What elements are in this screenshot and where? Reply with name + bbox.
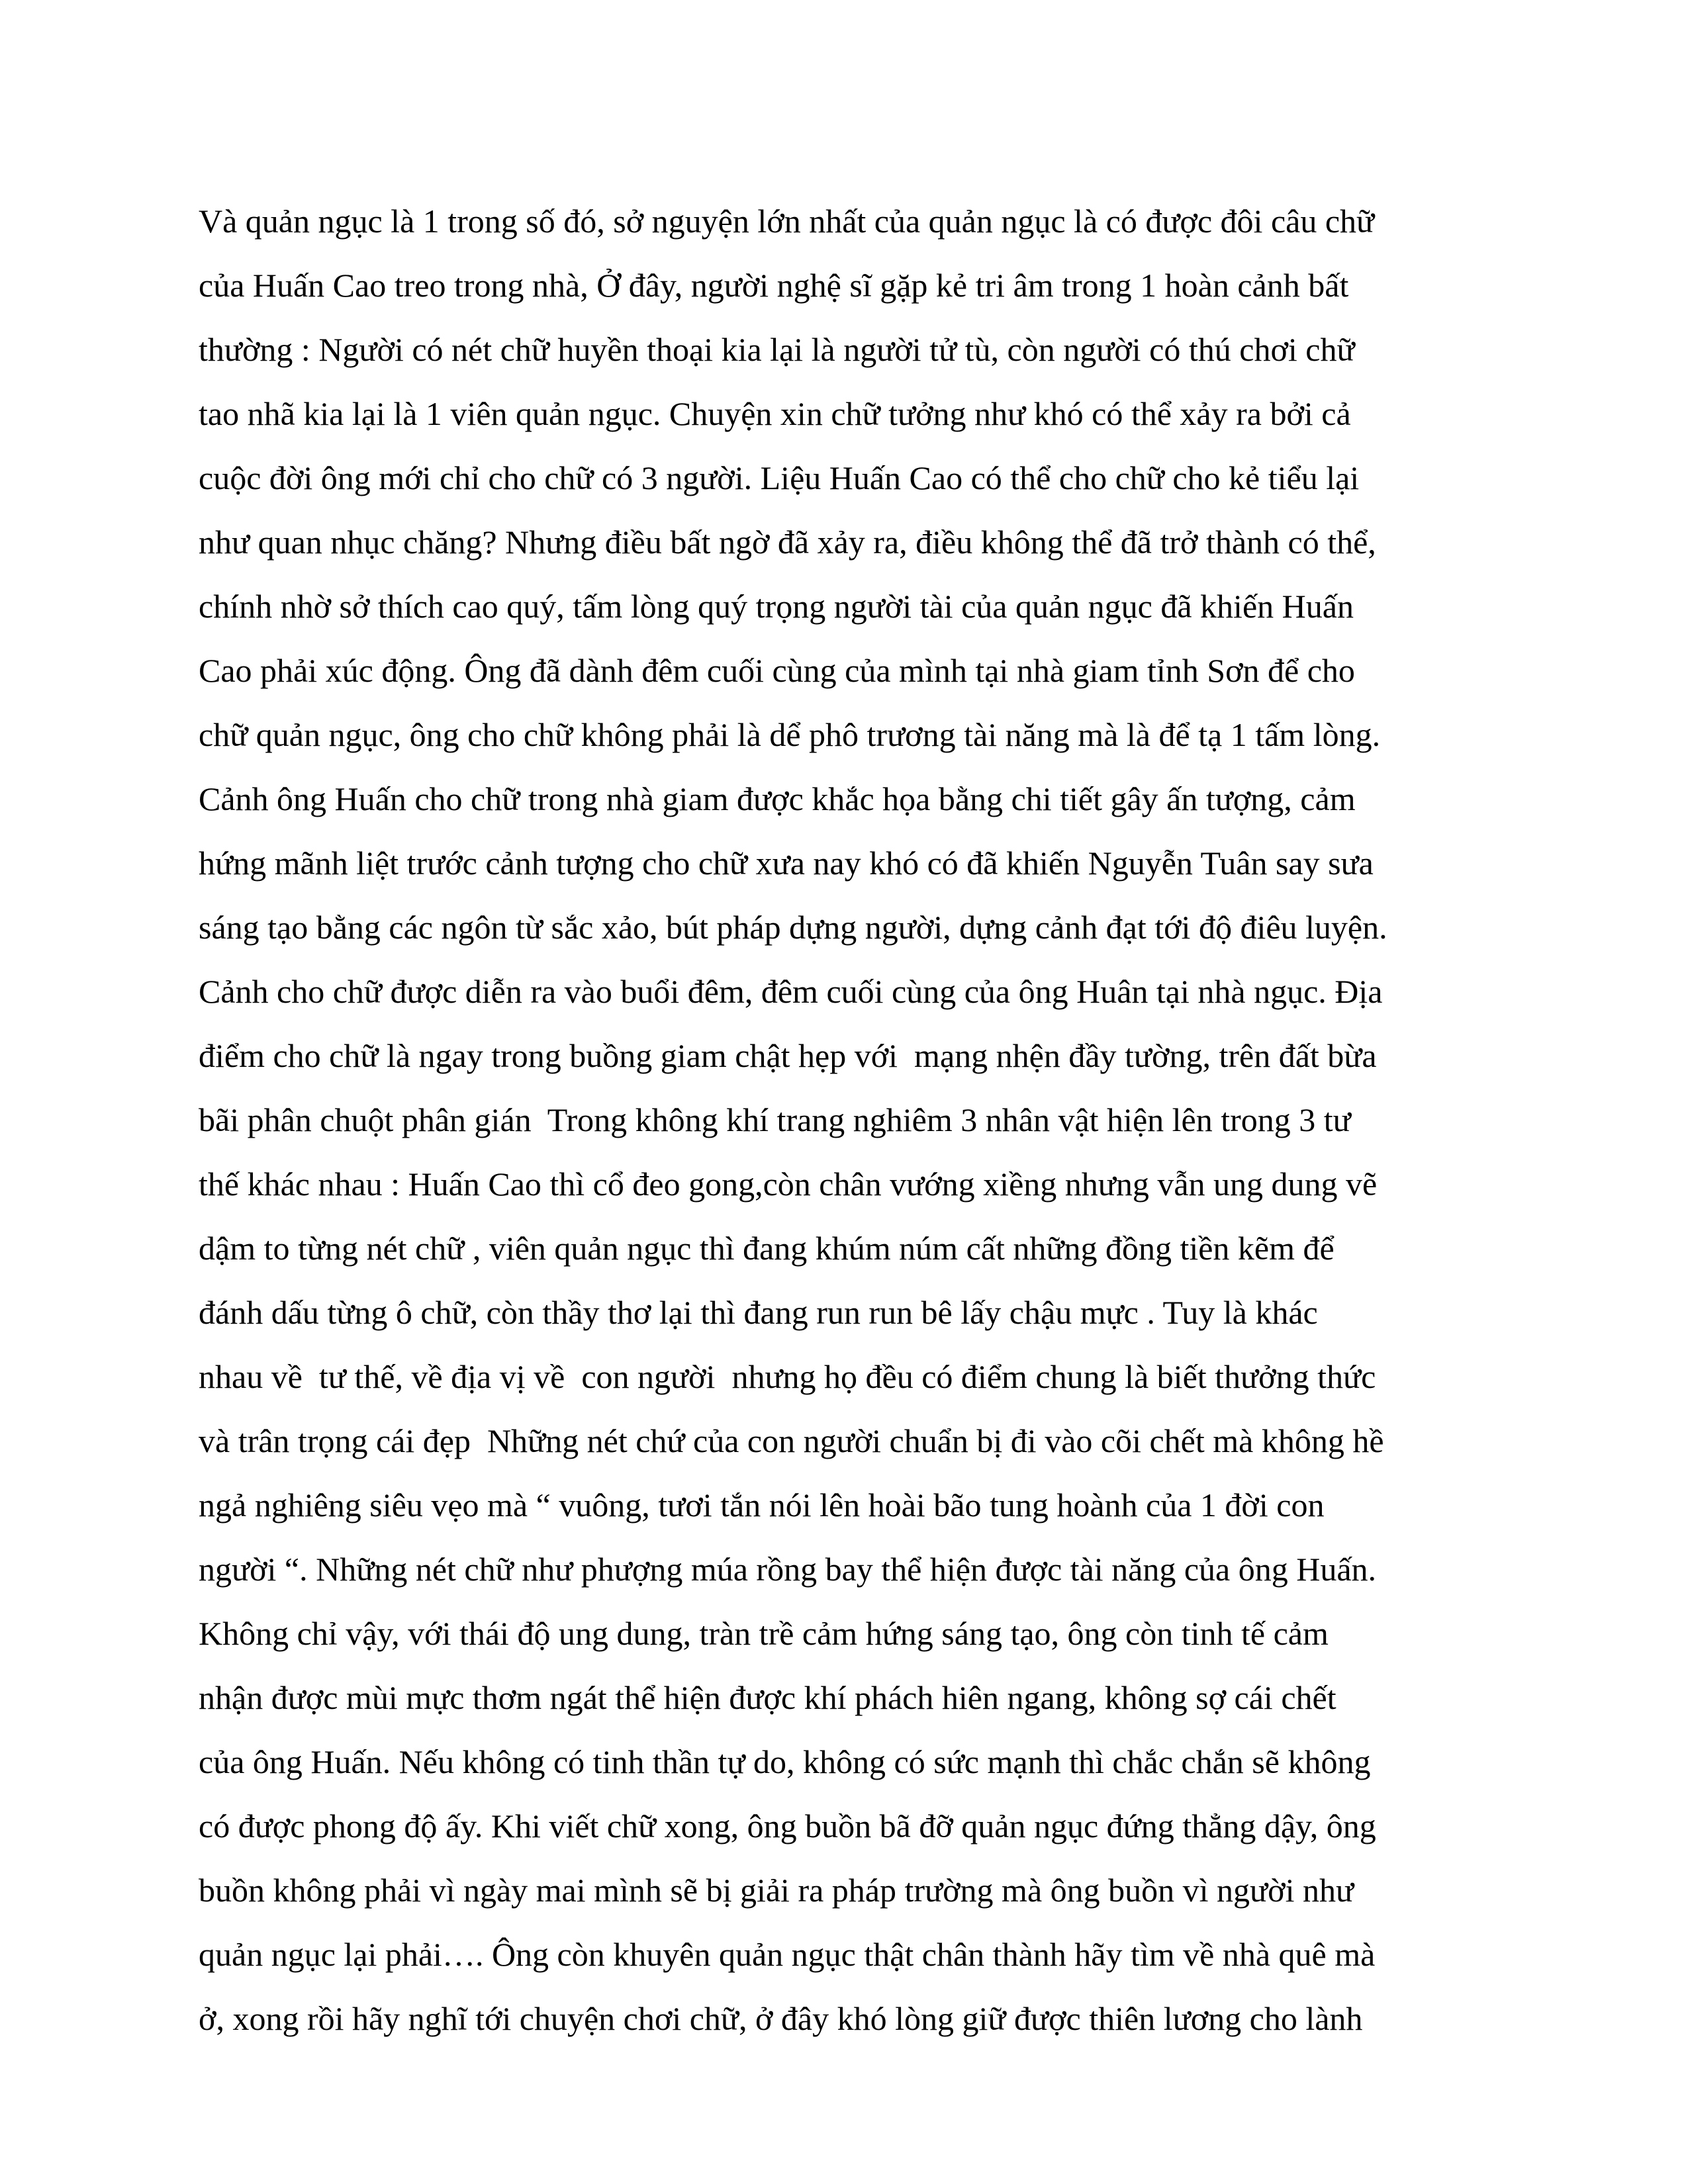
text-line: Và quản ngục là 1 trong số đó, sở nguyện lớn nhất của quản ngục là có được đôi câu chữ <box>199 203 1375 240</box>
text-line: chính nhờ sở thích cao quý, tấm lòng quý trọng người tài của quản ngục đã khiến Huấn <box>199 588 1354 625</box>
text-line: điểm cho chữ là ngay trong buồng giam chật hẹp với mạng nhện đầy tường, trên đất bừa <box>199 1037 1377 1074</box>
text-line: Cảnh cho chữ được diễn ra vào buổi đêm, đêm cuối cùng của ông Huân tại nhà ngục. Địa <box>199 973 1383 1010</box>
text-line: sáng tạo bằng các ngôn từ sắc xảo, bút pháp dựng người, dựng cảnh đạt tới độ điêu luyện. <box>199 909 1387 946</box>
text-line: hứng mãnh liệt trước cảnh tượng cho chữ xưa nay khó có đã khiến Nguyễn Tuân say sưa <box>199 844 1374 882</box>
body-paragraph <box>199 189 1496 2051</box>
text-line: và trân trọng cái đẹp Những nét chứ của con người chuẩn bị đi vào cõi chết mà không hề <box>199 1422 1384 1459</box>
text-line: Không chỉ vậy, với thái độ ung dung, tràn trề cảm hứng sáng tạo, ông còn tinh tế cảm <box>199 1615 1329 1652</box>
text-line: quản ngục lại phải…. Ông còn khuyên quản ngục thật chân thành hãy tìm về nhà quê mà <box>199 1936 1376 1973</box>
text-line: người “. Những nét chữ như phượng múa rồng bay thể hiện được tài năng của ông Huấn. <box>199 1551 1377 1588</box>
text-line: chữ quản ngục, ông cho chữ không phải là dể phô trương tài năng mà là để tạ 1 tấm lòng. <box>199 716 1381 753</box>
text-line: buồn không phải vì ngày mai mình sẽ bị giải ra pháp trường mà ông buồn vì người như <box>199 1872 1354 1909</box>
text-line: có được phong độ ấy. Khi viết chữ xong, ông buồn bã đỡ quản ngục đứng thẳng dậy, ông <box>199 1807 1376 1844</box>
text-line: ở, xong rồi hãy nghĩ tới chuyện chơi chữ, ở đây khó lòng giữ được thiên lương cho lành <box>199 2000 1363 2037</box>
text-line: thường : Người có nét chữ huyền thoại kia lại là người tử tù, còn người có thú chơi chữ <box>199 331 1355 368</box>
text-line: nhau về tư thế, về địa vị về con người nhưng họ đều có điểm chung là biết thưởng thức <box>199 1358 1376 1395</box>
text-line: như quan nhục chăng? Nhưng điều bất ngờ đã xảy ra, điều không thể đã trở thành có thể, <box>199 523 1376 561</box>
text-line: nhận được mùi mực thơm ngát thể hiện được khí phách hiên ngang, không sợ cái chết <box>199 1679 1336 1716</box>
text-line: tao nhã kia lại là 1 viên quản ngục. Chuyện xin chữ tưởng như khó có thể xảy ra bởi cả <box>199 395 1351 432</box>
text-line: dậm to từng nét chữ , viên quản ngục thì đang khúm núm cất những đồng tiền kẽm để <box>199 1230 1335 1267</box>
text-line: của ông Huấn. Nếu không có tinh thần tự do, không có sức mạnh thì chắc chắn sẽ không <box>199 1743 1371 1780</box>
text-line: bãi phân chuột phân gián Trong không khí trang nghiêm 3 nhân vật hiện lên trong 3 tư <box>199 1101 1351 1138</box>
text-line: đánh dấu từng ô chữ, còn thầy thơ lại thì đang run run bê lấy chậu mực . Tuy là khác <box>199 1294 1318 1331</box>
text-line: Cao phải xúc động. Ông đã dành đêm cuối cùng của mình tại nhà giam tỉnh Sơn để cho <box>199 652 1355 689</box>
text-line: thế khác nhau : Huấn Cao thì cổ đeo gong,còn chân vướng xiềng nhưng vẫn ung dung vẽ <box>199 1165 1378 1203</box>
text-line: cuộc đời ông mới chỉ cho chữ có 3 người. Liệu Huấn Cao có thể cho chữ cho kẻ tiểu lại <box>199 459 1360 496</box>
text-line: ngả nghiêng siêu vẹo mà “ vuông, tươi tắn nói lên hoài bão tung hoành của 1 đời con <box>199 1486 1325 1524</box>
text-line: Cảnh ông Huấn cho chữ trong nhà giam được khắc họa bằng chi tiết gây ấn tượng, cảm <box>199 780 1356 817</box>
text-line: của Huấn Cao treo trong nhà, Ở đây, người nghệ sĩ gặp kẻ tri âm trong 1 hoàn cảnh bất <box>199 267 1349 304</box>
